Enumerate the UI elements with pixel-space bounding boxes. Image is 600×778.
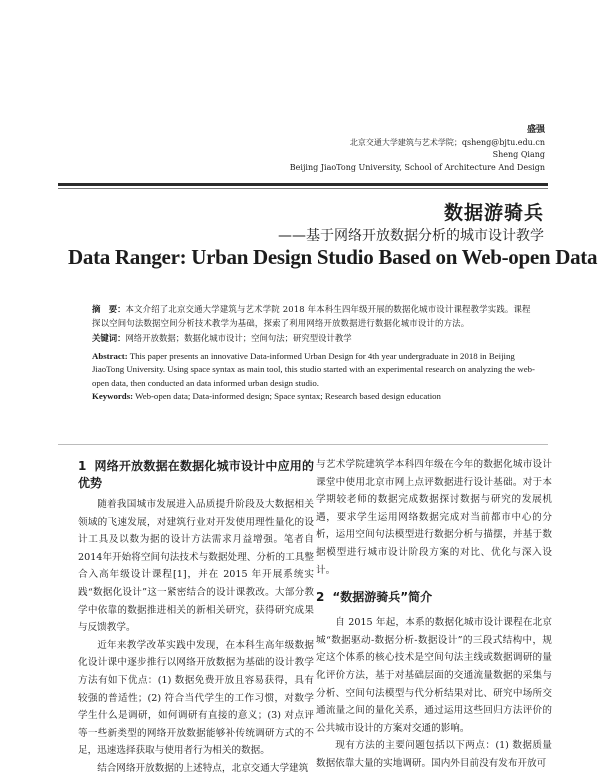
- abstract-en: [92, 350, 538, 391]
- author-affiliation-cn: 北京交通大学建筑与艺术学院；qsheng@bjtu.edu.cn: [349, 137, 545, 147]
- keywords-en-text: Web-open data; Data-informed design; Space syntax; Research based design education: [135, 391, 441, 401]
- author-name-cn: 盛强: [526, 125, 545, 135]
- section-title-1: 网络开放数据在数据化城市设计中应用的优势: [78, 459, 314, 490]
- keywords-cn-label: 关键词：: [92, 333, 126, 343]
- abstract-en-text: This paper presents an innovative Data-informed Urban Design for 4th year undergraduate in 2018 in Beijing JiaoTong University. Using space syntax as main tool, this studio started with an experimental research on analyzing the web-open data, then conducted an data informed urban design studio.: [92, 350, 535, 388]
- author-affiliation-en: Beijing JiaoTong University, School of Architecture And Design: [289, 162, 545, 172]
- section-heading-1: [78, 458, 314, 492]
- keywords-en-label: Keywords:: [92, 391, 134, 401]
- section-title-2: “数据游骑兵”简介: [332, 590, 433, 605]
- title-en: Data Ranger: Urban Design Studio Based on Web-open Data: [68, 245, 598, 269]
- paragraph-continued: 与艺术学院建筑学本科四年级在今年的数据化城市设计课堂中使用北京市网上点评数据进行设计基础。对于本学期较老师的数据完成数据探讨数据与研究的发展机遇，要求学生运用网络数据完成对当前都市中心的分析，运用空间句法模型进行数据分析与描摆，并基于数据模型进行城市设计阶段方案的对比、优化与深入设计。: [316, 459, 552, 576]
- body-column-left: [78, 456, 314, 778]
- paragraph: 随着我国城市发展进入品质提升阶段及大数据相关领域的飞速发展，对建筑行业对开发使用理性量化的设计工具及以数为据的设计方法需求月益增强。笔者自2014年开始将空间句法技术与数据处理、分析的工具整合入高年级设计课程[1]，并在 2015 年开展系统实践“数据化设计”这一紧密结合的设计课教改。大部分教学中依靠的数据推进相关的新相关研究，获得研究成果与反馈教学。: [78, 499, 314, 634]
- paragraph: 自 2015 年起，本系的数据化城市设计课程在北京城“数据驱动-数据分析-数据设计”的三段式结构中，规定这个体系的核心技术是空间句法主线或数据调研的量化评价方法，基于对基础层面的交通流量数据的采集与分析、空间句法模型与代分析结果对比、研究中场所交通流量之间的量化关系，通过运用这些回归方法评价的公共城市设计的方案对交通的影响。: [316, 617, 552, 734]
- section-number-1: 1: [78, 459, 87, 473]
- header-rule-thick: [58, 183, 548, 186]
- section-number-2: 2: [316, 590, 325, 605]
- author-block: [290, 124, 545, 174]
- keywords-en: [92, 390, 538, 404]
- body-column-right: [316, 456, 552, 773]
- abstract-cn-label: 摘 要：: [92, 304, 126, 314]
- abstract-en-label: Abstract:: [92, 350, 128, 361]
- header-rule-thin: [58, 188, 548, 189]
- abstract-area: [92, 303, 538, 404]
- keywords-cn: [92, 332, 538, 346]
- abstract-cn: [92, 303, 538, 330]
- keywords-cn-text: 网络开放数据；数据化城市设计；空间句法；研究型设计教学: [125, 333, 352, 343]
- title-cn: 数据游骑兵: [443, 202, 544, 224]
- paragraph: 现有方法的主要问题包括以下两点：(1) 数据质量数据依靠大量的实地调研。国内外目前没有发布开放可: [316, 740, 552, 769]
- abstract-divider: [58, 444, 548, 445]
- abstract-cn-text: 本文介绍了北京交通大学建筑与艺术学院 2018 年本科生四年级开展的数据化城市设计课程教学实践。课程探以空间句法数据空间分析技术教学为基础，探索了利用网络开放数据进行数据化城市设计的方法。: [92, 304, 531, 328]
- author-name-en: Sheng Qiang: [492, 150, 545, 159]
- paragraph: 结合网络开放数据的上述特点，北京交通大学建筑: [97, 762, 309, 774]
- section-heading-2: [316, 589, 552, 606]
- paragraph: 近年来教学改革实践中发现，在本科生高年级数据化设计课中逐步推行以网络开放数据为基础的设计教学方法有如下优点：(1) 数据免费开放且容易获得，具有较强的普适性；(2) 符合当代学生的工作习惯，对数学学生什么是调研，如何调研有直接的意义；(3) 对点评等一些新类型的网络开放数据能够补传统调研方式的不足，迅速选择获取与使用者行为相关的数据。: [78, 639, 314, 757]
- subtitle-cn: ——基于网络开放数据分析的城市设计教学: [278, 228, 544, 244]
